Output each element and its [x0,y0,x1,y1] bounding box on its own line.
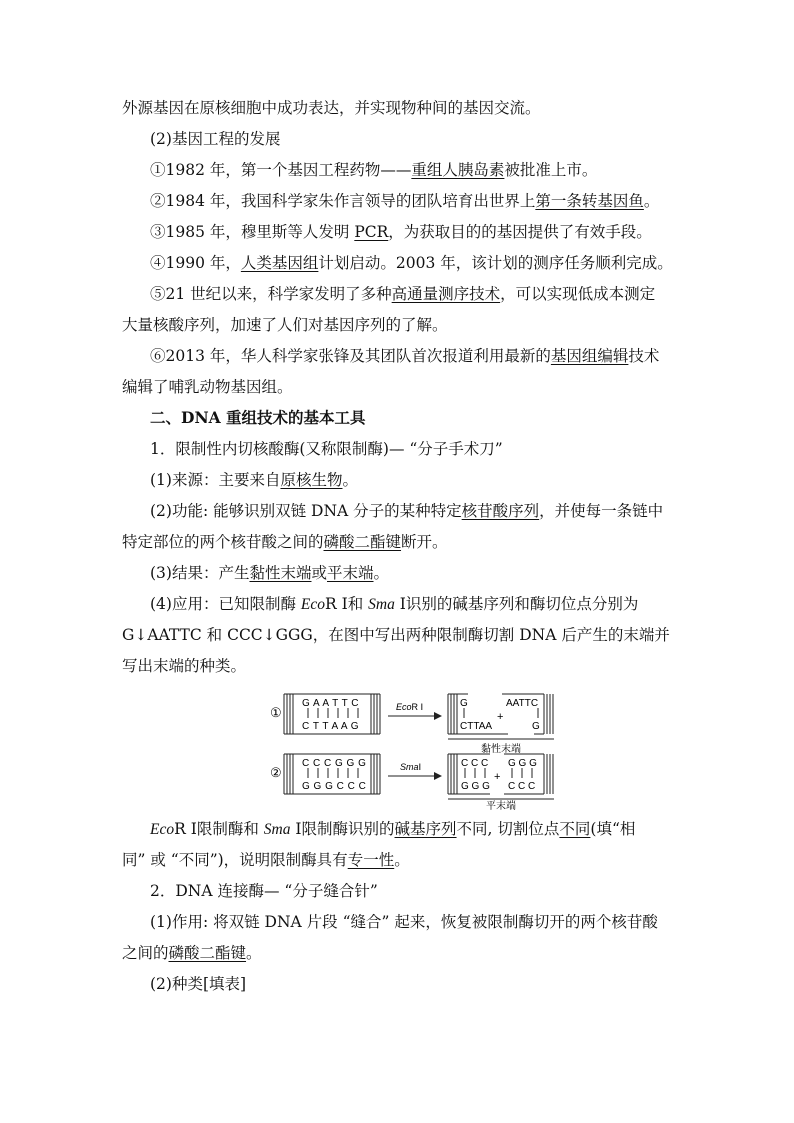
text: 写出末端的种类。 [122,657,247,675]
text: Eco [300,596,325,613]
answer-blank: 重组人胰岛素 [411,161,505,179]
text: Sma [263,821,291,838]
answer-blank: 磷酸二酯键 [323,533,402,551]
row1-top-seq: G A A T T C [302,698,360,709]
text: 之间的 [122,944,169,962]
text: R Ⅰ和 [325,595,369,613]
answer-blank: 黏性末端 [249,564,312,582]
text: ⑤21 世纪以来，科学家发明了多种 [150,285,392,303]
answer-blank: 不同 [559,820,591,838]
row2-right-bottom: C C C [508,781,536,792]
text: 。 [246,944,262,962]
text: (4)应用：已知限制酶 [150,595,301,613]
row1-plus: + [497,711,504,723]
text: 技术 [628,347,660,365]
answer-blank: 平末端 [327,564,374,582]
row1-bottom-seq: C T T A A G [302,721,360,732]
list-item-1990 [150,252,673,274]
answer-blank: PCR [354,223,389,241]
row1-label: ① [270,705,282,720]
paragraph-line [122,655,246,677]
text: ③1985 年，穆里斯等人发明 [150,223,355,241]
answer-blank: 碱基序列 [394,820,457,838]
list-item-21st-century [150,283,655,305]
topic-heading-restriction-enzyme [150,438,503,460]
row2-right-top: G G G [508,758,537,769]
paragraph-line [122,624,670,646]
text: Eco [150,821,175,838]
row2-left-bottom: G G G [461,781,490,792]
text: ，并使每一条链中 [539,502,664,520]
paragraph-line [122,849,410,871]
text: 编辑了哺乳动物基因组。 [122,378,293,396]
item-function [150,500,663,522]
answer-blank: 高通量测序技术 [391,285,501,303]
subheading-development [150,128,280,150]
answer-blank: 原核生物 [280,471,343,489]
text: 大量核酸序列，加速了人们对基因序列的了解。 [122,316,448,334]
item-source [150,469,358,491]
text: Ⅰ识别的碱基序列和酶切位点分别为 [394,595,639,613]
row2-arrow [388,772,442,780]
text: 同” 或 “不同”)，说明限制酶具有 [122,851,348,869]
answer-blank: 磷酸二酯键 [168,944,247,962]
text: 1．限制性内切核酸酶(又称限制酶)— “分子手术刀” [150,440,503,458]
row1-enzyme-label: EcoR Ⅰ [396,702,424,712]
paragraph-line [122,314,448,336]
text: (3)结果：产生 [150,564,250,582]
text: ⑥2013 年，华人科学家张锋及其团队首次报道利用最新的 [150,347,551,365]
text: 计划启动。2003 年，该计划的测序任务顺利完成。 [318,254,673,272]
answer-blank: 人类基因组 [240,254,319,272]
row2-left-top: C C C [461,758,489,769]
text: 。 [643,192,660,210]
text: 二、DNA 重组技术的基本工具 [150,408,366,427]
paragraph-line [122,97,541,119]
row1-right-bottom: G [532,721,540,732]
text: Ⅰ限制酶识别的 [290,820,395,838]
topic-heading-dna-ligase [150,880,378,902]
text: 被批准上市。 [504,161,598,179]
answer-blank: 专一性 [347,851,395,869]
row2-top-seq: C C C G G G [302,758,367,769]
list-item-2013 [150,345,659,367]
row2-bottom-seq: G G G C C C [302,781,367,792]
row1-left-bottom: CTTAA [460,721,493,732]
text: 不同, 切割位点 [456,820,560,838]
text: (1)来源：主要来自 [150,471,281,489]
text: ，为获取目的的基因提供了有效手段。 [388,223,652,241]
comparison-paragraph [150,818,635,841]
text: G↓AATTC 和 CCC↓GGG，在图中写出两种限制酶切割 DNA 后产生的末端并 [122,626,670,644]
item-application [150,593,638,616]
list-item-1984 [150,190,659,212]
text: 。 [373,564,390,582]
row2-label: ② [270,765,282,780]
text: 2．DNA 连接酶— “分子缝合针” [150,882,378,900]
text: (2)种类[填表] [150,975,247,993]
restriction-enzyme-figure [262,690,562,810]
text: 外源基因在原核细胞中成功表达，并实现物种间的基因交流。 [122,99,541,117]
item-result [150,562,389,584]
text: 或 [311,564,327,582]
row1-result-label: 黏性末端 [481,744,521,755]
text: ，可以实现低成本测定 [500,285,656,303]
row2-plus: + [494,771,501,783]
row1-arrow [388,712,442,720]
row2-enzyme-label: SmaⅠ [400,762,422,772]
row1-left-top: G [460,698,468,709]
list-item-1982 [150,159,597,181]
text: Sma [368,596,395,613]
text: 。 [342,471,358,489]
paragraph-line [122,376,293,398]
text: ②1984 年，我国科学家朱作言领导的团队培育出世界上 [150,192,536,210]
section-heading [150,407,366,429]
text: 特定部位的两个核苷酸之间的 [122,533,324,551]
paragraph-line [122,531,448,553]
text: 断开。 [401,533,448,551]
answer-blank: 基因组编辑 [550,347,629,365]
paragraph-line [122,942,262,964]
answer-blank: 第一条转基因鱼 [535,192,644,210]
text: (2)基因工程的发展 [150,130,281,148]
item-ligase-kinds [150,973,246,995]
text: R Ⅰ限制酶和 [174,820,264,838]
text: ④1990 年， [150,254,241,272]
row1-right-top: AATTC [506,698,539,709]
text: ①1982 年，第一个基因工程药物—— [150,161,412,179]
text: (2)功能: 能够识别双链 DNA 分子的某种特定 [150,502,462,520]
item-ligase-function [150,911,658,933]
answer-blank: 核苷酸序列 [461,502,540,520]
text: (填“相 [590,820,636,838]
list-item-1985 [150,221,652,243]
text: (1)作用: 将双链 DNA 片段 “缝合” 起来，恢复被限制酶切开的两个核苷酸 [150,913,658,931]
row2-result-label: 平末端 [486,801,516,810]
text: 。 [394,851,410,869]
